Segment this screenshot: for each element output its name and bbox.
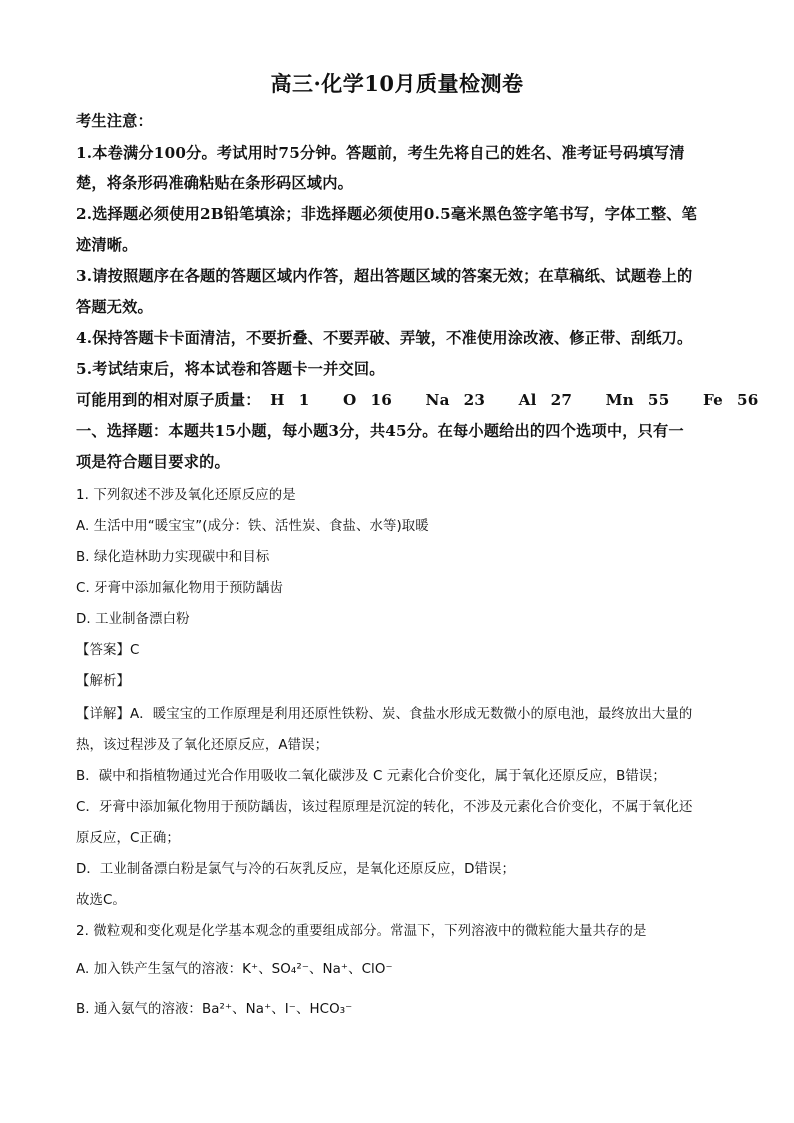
notice-item-2-line-2: 迹清晰。 xyxy=(76,236,138,254)
atomic-mass-entry: Al 27 xyxy=(518,391,573,409)
section-heading-line-2: 项是符合题目要求的。 xyxy=(76,453,230,471)
atomic-mass-entry: Fe 56 xyxy=(702,391,759,409)
q2-option-a-text: A. 加入铁产生氢气的溶液： xyxy=(76,962,243,977)
q1-option-a: A. 生活中用“暖宝宝”(成分：铁、活性炭、食盐、水等)取暖 xyxy=(76,519,429,534)
q1-analysis-heading: 【解析】 xyxy=(76,674,130,689)
q1-detail-line-4: C．牙膏中添加氟化物用于预防龋齿，该过程原理是沉淀的转化，不涉及元素化合价变化，不属于氧化还 xyxy=(76,800,693,815)
q1-option-b: B. 绿化造林助力实现碳中和目标 xyxy=(76,550,270,565)
notice-item-3-line-2: 答题无效。 xyxy=(76,298,153,316)
q1-option-c: C. 牙膏中添加氟化物用于预防龋齿 xyxy=(76,581,284,596)
page-title: 高三·化学10月质量检测卷 xyxy=(270,71,524,96)
notice-heading: 考生注意： xyxy=(76,112,153,130)
q1-stem: 1. 下列叙述不涉及氧化还原反应的是 xyxy=(76,488,296,503)
atomic-mass-label: 可能用到的相对原子质量： xyxy=(76,391,261,409)
section-heading-line-1: 一、选择题：本题共15小题，每小题3分，共45分。在每小题给出的四个选项中，只有一 xyxy=(76,422,684,440)
q1-answer: 【答案】C xyxy=(76,643,140,658)
q2-option-a-ions: K⁺、SO₄²⁻、Na⁺、ClO⁻ xyxy=(242,962,393,977)
atomic-mass-line xyxy=(76,389,759,410)
notice-item-5: 5.考试结束后，将本试卷和答题卡一并交回。 xyxy=(76,360,385,378)
notice-item-1-line-2: 楚，将条形码准确粘贴在条形码区域内。 xyxy=(76,174,353,192)
atomic-mass-entry: O 16 xyxy=(343,391,392,409)
q2-option-a xyxy=(76,958,393,977)
q1-detail-line-6: D．工业制备漂白粉是氯气与冷的石灰乳反应，是氧化还原反应，D错误； xyxy=(76,862,516,877)
q2-stem: 2. 微粒观和变化观是化学基本观念的重要组成部分。常温下，下列溶液中的微粒能大量共存的是 xyxy=(76,924,647,939)
q1-detail-line-3: B．碳中和指植物通过光合作用吸收二氧化碳涉及 C 元素化合价变化，属于氧化还原反应，B错误； xyxy=(76,769,666,784)
notice-item-3-line-1: 3.请按照题序在各题的答题区域内作答，超出答题区域的答案无效；在草稿纸、试题卷上的 xyxy=(76,267,693,285)
notice-item-1-line-1: 1.本卷满分100分。考试用时75分钟。答题前，考生先将自己的姓名、准考证号码填写清 xyxy=(76,144,685,162)
q2-option-b-ions: Ba²⁺、Na⁺、I⁻、HCO₃⁻ xyxy=(201,1002,353,1017)
atomic-mass-entry: Mn 55 xyxy=(605,391,670,409)
q2-option-b xyxy=(76,998,352,1017)
q1-conclusion: 故选C。 xyxy=(76,893,126,908)
q2-option-b-text: B. 通入氨气的溶液： xyxy=(76,1002,202,1017)
q1-detail-line-5: 原反应，C正确； xyxy=(76,831,180,846)
q1-option-d: D. 工业制备漂白粉 xyxy=(76,612,190,627)
notice-item-2-line-1: 2.选择题必须使用2B铅笔填涂；非选择题必须使用0.5毫米黑色签字笔书写，字体工整、笔 xyxy=(76,205,698,223)
atomic-mass-entry: H 1 xyxy=(270,391,310,409)
atomic-mass-entry: Na 23 xyxy=(425,391,486,409)
q1-detail-line-1: 【详解】A．暖宝宝的工作原理是利用还原性铁粉、炭、食盐水形成无数微小的原电池，最终放出大量的 xyxy=(76,707,693,722)
notice-item-4: 4.保持答题卡卡面清洁，不要折叠、不要弄破、弄皱，不准使用涂改液、修正带、刮纸刀。 xyxy=(76,329,693,347)
q1-detail-line-2: 热，该过程涉及了氧化还原反应，A错误； xyxy=(76,738,329,753)
